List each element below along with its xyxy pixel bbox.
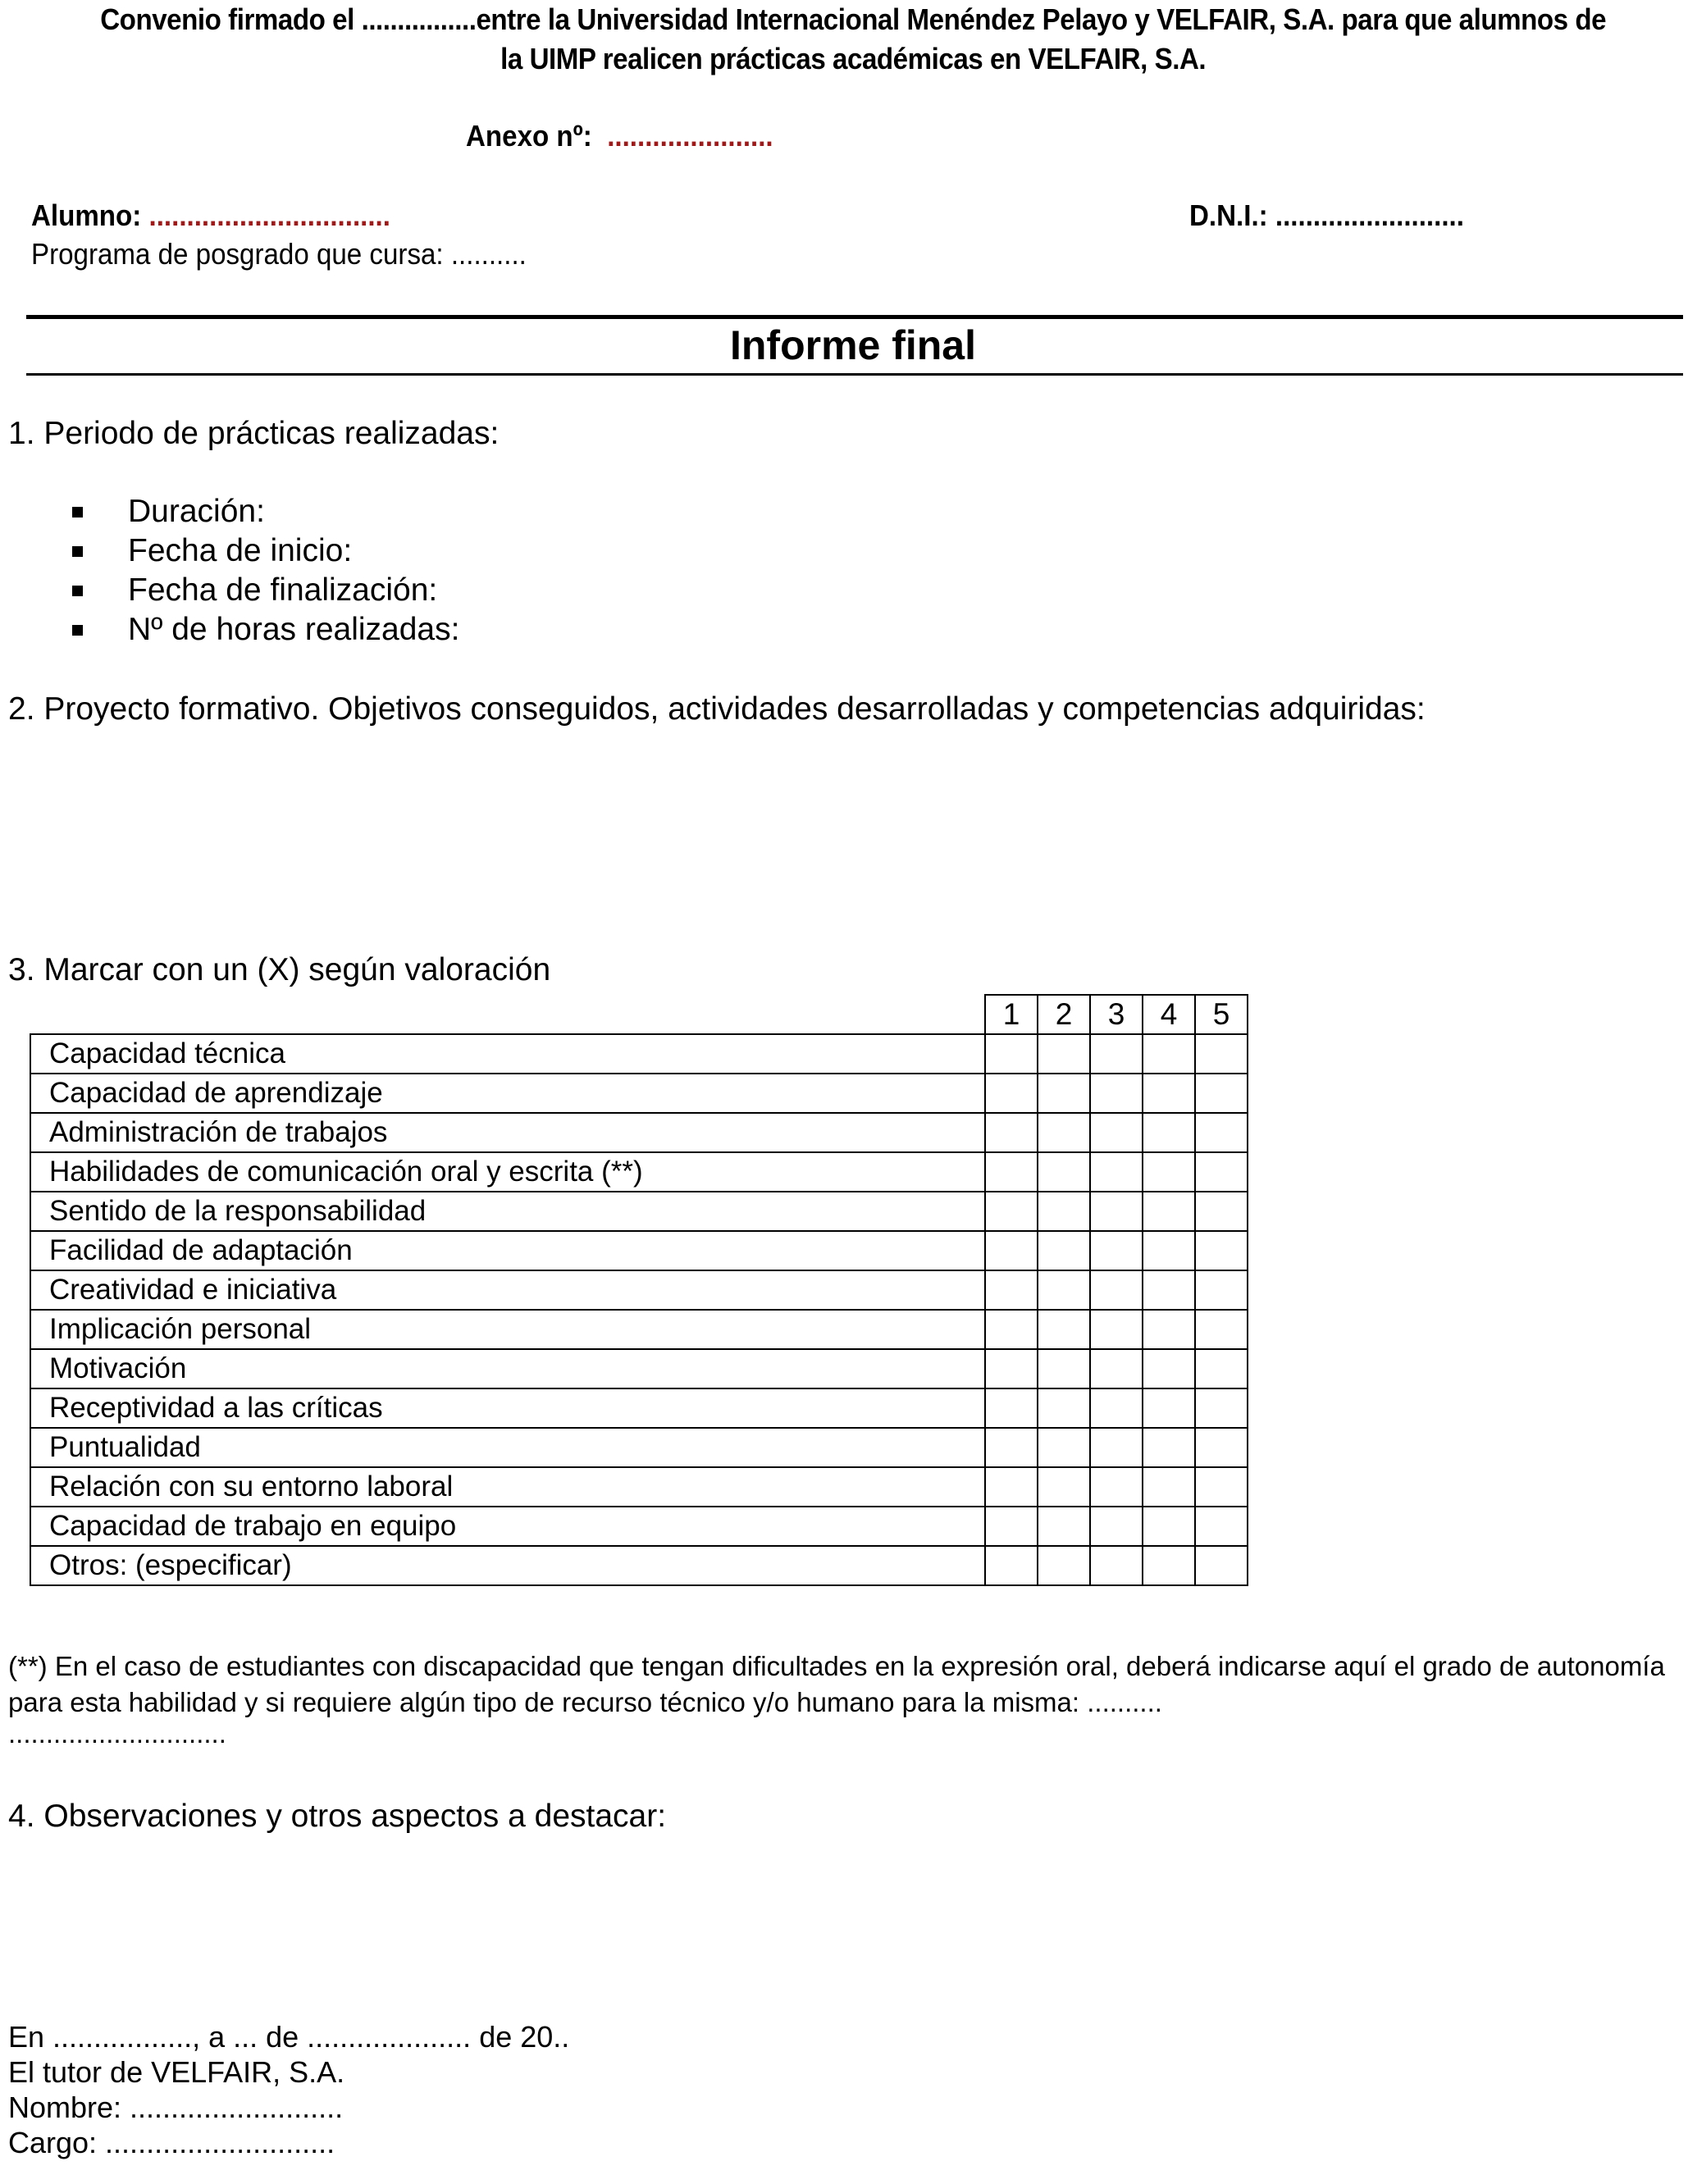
table-row [30,1428,1248,1467]
section-3-heading: 3. Marcar con un (X) según valoración [8,952,551,987]
score-cell-2[interactable] [1038,1270,1090,1310]
anexo-field [466,119,773,153]
section-1-list [72,492,459,650]
score-cell-1[interactable] [985,1349,1038,1388]
score-header-5: 5 [1195,995,1248,1034]
rating-table-header [30,995,1248,1034]
signature-nombre: Nombre: .......................... [8,2091,344,2124]
programa-field [31,237,527,271]
signature-place-date: En ................., a ... de .................... de 20.. [8,2020,570,2054]
score-cell-5[interactable] [1195,1152,1248,1192]
score-cell-5[interactable] [1195,1310,1248,1349]
score-header-4: 4 [1143,995,1195,1034]
score-cell-3[interactable] [1090,1507,1143,1546]
score-cell-3[interactable] [1090,1467,1143,1507]
dni-field [1189,198,1464,233]
alumno-field [31,198,390,233]
list-item [72,492,459,531]
score-cell-4[interactable] [1143,1467,1195,1507]
title-top-rule [26,315,1683,319]
score-cell-1[interactable] [985,1467,1038,1507]
score-cell-4[interactable] [1143,1349,1195,1388]
table-row [30,1507,1248,1546]
list-item [72,531,459,571]
anexo-label: Anexo nº: [466,119,592,153]
header-line-1-end: entre la Universidad Internacional Menéndez Pelayo y VELFAIR, S.A. para que alumnos de [476,2,1607,36]
score-cell-4[interactable] [1143,1507,1195,1546]
criterion-label: Creatividad e iniciativa [30,1270,985,1310]
score-cell-1[interactable] [985,1270,1038,1310]
score-cell-2[interactable] [1038,1388,1090,1428]
score-cell-3[interactable] [1090,1074,1143,1113]
score-cell-2[interactable] [1038,1428,1090,1467]
signature-block [8,2019,569,2160]
table-row [30,1231,1248,1270]
score-cell-4[interactable] [1143,1428,1195,1467]
list-item [72,610,459,650]
score-cell-2[interactable] [1038,1467,1090,1507]
score-cell-1[interactable] [985,1152,1038,1192]
section-4-heading: 4. Observaciones y otros aspectos a destacar: [8,1799,667,1834]
header-date-dots: ................ [361,2,477,36]
criterion-label: Administración de trabajos [30,1113,985,1152]
score-cell-5[interactable] [1195,1388,1248,1428]
criterion-label: Capacidad de trabajo en equipo [30,1507,985,1546]
score-cell-3[interactable] [1090,1310,1143,1349]
square-bullet-icon [72,586,83,596]
table-row [30,1270,1248,1310]
document-header [25,0,1681,79]
score-cell-4[interactable] [1143,1388,1195,1428]
criterion-label: Relación con su entorno laboral [30,1467,985,1507]
score-cell-5[interactable] [1195,1507,1248,1546]
dni-label: D.N.I.: [1189,198,1268,232]
criterion-label: Motivación [30,1349,985,1388]
list-item-label: Fecha de finalización: [128,572,438,608]
score-cell-4[interactable] [1143,1231,1195,1270]
title-bottom-rule [26,373,1683,376]
score-cell-4[interactable] [1143,1074,1195,1113]
score-cell-1[interactable] [985,1074,1038,1113]
criterion-label: Facilidad de adaptación [30,1231,985,1270]
score-cell-5[interactable] [1195,1113,1248,1152]
score-cell-5[interactable] [1195,1192,1248,1231]
criterion-label: Otros: (especificar) [30,1546,985,1585]
score-cell-2[interactable] [1038,1192,1090,1231]
score-cell-5[interactable] [1195,1231,1248,1270]
score-cell-2[interactable] [1038,1113,1090,1152]
alumno-value: ................................ [148,198,390,232]
footnote-dots: ............................. [8,1718,226,1749]
score-cell-1[interactable] [985,1388,1038,1428]
score-cell-5[interactable] [1195,1270,1248,1310]
score-cell-1[interactable] [985,1507,1038,1546]
table-row [30,1349,1248,1388]
score-cell-2[interactable] [1038,1034,1090,1074]
criterion-label: Receptividad a las críticas [30,1388,985,1428]
score-cell-2[interactable] [1038,1507,1090,1546]
criterion-label: Habilidades de comunicación oral y escrita (**) [30,1152,985,1192]
score-cell-4[interactable] [1143,1310,1195,1349]
score-cell-5[interactable] [1195,1034,1248,1074]
score-cell-5[interactable] [1195,1467,1248,1507]
score-header-3: 3 [1090,995,1143,1034]
score-cell-3[interactable] [1090,1152,1143,1192]
score-cell-1[interactable] [985,1546,1038,1585]
list-item-label: Duración: [128,494,265,529]
table-row [30,1113,1248,1152]
list-item-label: Fecha de inicio: [128,533,353,568]
table-row [30,1310,1248,1349]
score-cell-1[interactable] [985,1310,1038,1349]
score-cell-3[interactable] [1090,1349,1143,1388]
score-cell-3[interactable] [1090,1113,1143,1152]
table-row [30,1074,1248,1113]
score-cell-1[interactable] [985,1231,1038,1270]
score-cell-4[interactable] [1143,1192,1195,1231]
square-bullet-icon [72,507,83,518]
score-cell-4[interactable] [1143,1270,1195,1310]
signature-cargo: Cargo: ............................ [8,2126,335,2159]
score-header-2: 2 [1038,995,1090,1034]
rating-table [30,994,1248,1586]
table-row [30,1192,1248,1231]
criterion-label: Puntualidad [30,1428,985,1467]
score-cell-4[interactable] [1143,1034,1195,1074]
score-cell-2[interactable] [1038,1231,1090,1270]
criterion-label: Sentido de la responsabilidad [30,1192,985,1231]
score-cell-5[interactable] [1195,1546,1248,1585]
score-cell-5[interactable] [1195,1428,1248,1467]
score-cell-2[interactable] [1038,1152,1090,1192]
section-1-heading: 1. Periodo de prácticas realizadas: [8,416,500,451]
table-row [30,1467,1248,1507]
square-bullet-icon [72,625,83,636]
score-cell-4[interactable] [1143,1113,1195,1152]
signature-tutor: El tutor de VELFAIR, S.A. [8,2055,345,2089]
score-cell-3[interactable] [1090,1192,1143,1231]
list-item-label: Nº de horas realizadas: [128,612,460,647]
score-cell-3[interactable] [1090,1270,1143,1310]
score-cell-2[interactable] [1038,1074,1090,1113]
score-cell-1[interactable] [985,1428,1038,1467]
programa-label: Programa de posgrado que cursa: [31,237,444,271]
programa-value: .......... [450,237,527,271]
criterion-label: Implicación personal [30,1310,985,1349]
header-line-1 [25,0,1681,39]
list-item [72,571,459,610]
score-cell-3[interactable] [1090,1428,1143,1467]
score-cell-1[interactable] [985,1034,1038,1074]
score-cell-2[interactable] [1038,1349,1090,1388]
score-cell-1[interactable] [985,1192,1038,1231]
footnote-discapacidad: (**) En el caso de estudiantes con discapacidad que tengan dificultades en la expresión oral, deberá indicarse aquí el grado de autonomía para esta habilidad y si requiere algún tipo de recurso técnico y/o humano para la misma: .......... [8,1651,1665,1717]
score-cell-1[interactable] [985,1113,1038,1152]
header-line-2: la UIMP realicen prácticas académicas en VELFAIR, S.A. [500,42,1207,75]
dni-value: ......................... [1275,198,1464,232]
alumno-label: Alumno: [31,198,142,232]
header-line-1-start: Convenio firmado el [100,2,362,36]
anexo-value: ...................... [607,119,773,153]
score-cell-4[interactable] [1143,1546,1195,1585]
score-header-1: 1 [985,995,1038,1034]
table-row [30,1152,1248,1192]
square-bullet-icon [72,546,83,557]
score-cell-3[interactable] [1090,1231,1143,1270]
score-cell-2[interactable] [1038,1310,1090,1349]
page-title: Informe final [729,322,977,368]
header-blank-cell [30,995,985,1034]
table-row [30,1034,1248,1074]
table-row [30,1546,1248,1585]
score-cell-4[interactable] [1143,1152,1195,1192]
score-cell-2[interactable] [1038,1546,1090,1585]
score-cell-5[interactable] [1195,1349,1248,1388]
table-row [30,1388,1248,1428]
section-2-heading: 2. Proyecto formativo. Objetivos conseguidos, actividades desarrolladas y competencias adquiridas: [8,691,1426,727]
score-cell-3[interactable] [1090,1388,1143,1428]
score-cell-3[interactable] [1090,1546,1143,1585]
criterion-label: Capacidad de aprendizaje [30,1074,985,1113]
score-cell-3[interactable] [1090,1034,1143,1074]
criterion-label: Capacidad técnica [30,1034,985,1074]
score-cell-5[interactable] [1195,1074,1248,1113]
